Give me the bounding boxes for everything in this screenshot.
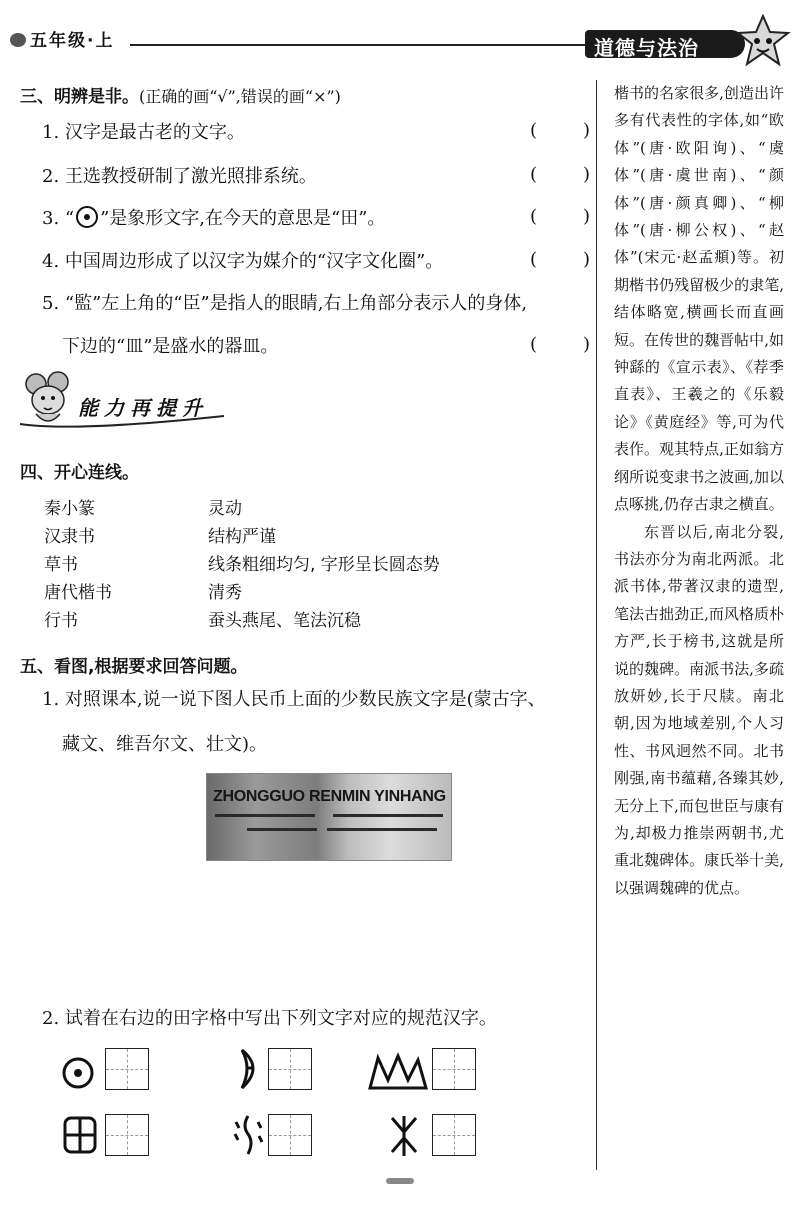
- subject-title: 道德与法治: [594, 36, 699, 60]
- match-left-1[interactable]: 秦小篆: [44, 499, 95, 519]
- tian-grid-field[interactable]: [105, 1114, 149, 1156]
- question-4: 4. 中国周边形成了以汉字为媒介的“汉字文化圈”。: [42, 251, 444, 272]
- tian-grid-mountain[interactable]: [432, 1048, 476, 1090]
- question-3: [42, 206, 385, 232]
- match-right-2[interactable]: 结构严谨: [208, 527, 276, 547]
- match-right-3[interactable]: 线条粗细均匀, 字形呈长圆态势: [208, 555, 440, 575]
- match-right-4[interactable]: 清秀: [208, 583, 242, 603]
- paren-open: (: [530, 334, 538, 355]
- sidebar-para-2: 东晋以后,南北分裂,书法亦分为南北两派。北派书体,带著汉隶的遗型,笔法古拙劲正,而风格质朴方严,长于榜书,这就是所说的魏碑。南派书法,多疏放妍妙,长于尺牍。南北朝,因为地域差别,个人习性、书风迥然不同。北书刚强,南书蕴藉,各臻其妙,无分上下,而包世臣与康有为,却极力推崇两朝书,尤重北魏碑体。康氏举十美,以强调魏碑的优点。: [614, 522, 784, 897]
- section3-title: [20, 82, 341, 107]
- sun-pictograph-icon: [76, 206, 98, 228]
- section3-instruction: (正确的画“√”,错误的画“×”): [139, 87, 341, 106]
- match-right-1[interactable]: 灵动: [208, 499, 242, 519]
- section5-title: 五、看图,根据要求回答问题。: [20, 657, 248, 677]
- answer-paren-1[interactable]: [530, 120, 590, 141]
- match-right-5[interactable]: 蚕头燕尾、笔法沉稳: [208, 611, 361, 631]
- section3-heading: 三、明辨是非。: [20, 87, 139, 107]
- question-5-line1: 5. “監”左上角的“臣”是指人的眼睛,右上角部分表示人的身体,: [42, 293, 528, 314]
- paren-open: (: [530, 206, 538, 227]
- question-3-suffix: ”是象形文字,在今天的意思是“田”。: [100, 208, 386, 229]
- decorative-dot-icon: [10, 33, 26, 47]
- question-1: 1. 汉字是最古老的文字。: [42, 122, 245, 143]
- grade-label: [10, 26, 114, 51]
- tian-grid-sun[interactable]: [105, 1048, 149, 1090]
- q5-1-line1: 1. 对照课本,说一说下图人民币上面的少数民族文字是(蒙古字、: [42, 689, 546, 710]
- answer-paren-2[interactable]: [530, 164, 590, 185]
- question-5-line2: 下边的“皿”是盛水的器皿。: [62, 336, 279, 357]
- tibetan-script-decor: [333, 814, 443, 817]
- paren-close: ): [582, 249, 590, 270]
- paren-close: ): [582, 164, 590, 185]
- tree-oracle-glyph-icon: [384, 1112, 424, 1158]
- match-left-3[interactable]: 草书: [44, 555, 78, 575]
- banknote-image: [206, 773, 452, 861]
- sun-oracle-glyph-icon: [58, 1050, 98, 1096]
- q5-2-text: 2. 试着在右边的田字格中写出下列文字对应的规范汉字。: [42, 1008, 497, 1029]
- mountain-oracle-glyph-icon: [366, 1050, 430, 1096]
- paren-close: ): [582, 120, 590, 141]
- moon-oracle-glyph-icon: [228, 1046, 268, 1092]
- paren-open: (: [530, 164, 538, 185]
- grade-text: 五年级·上: [30, 31, 115, 51]
- star-mascot-icon: [734, 14, 792, 68]
- q5-1-line2: 藏文、维吾尔文、壮文)。: [62, 734, 268, 755]
- match-left-5[interactable]: 行书: [44, 611, 78, 631]
- page-footer-mark: [386, 1178, 414, 1184]
- banknote-text: ZHONGGUO RENMIN YINHANG: [213, 788, 446, 805]
- section4-title: 四、开心连线。: [20, 463, 139, 483]
- sidebar-divider: [596, 80, 597, 1170]
- question-3-prefix: 3. “: [42, 208, 75, 229]
- answer-paren-4[interactable]: [530, 249, 590, 270]
- water-oracle-glyph-icon: [228, 1112, 268, 1158]
- tian-grid-water[interactable]: [268, 1114, 312, 1156]
- mongolian-script-decor: [215, 814, 315, 817]
- zhuang-script-decor: [327, 828, 437, 831]
- paren-close: ): [582, 334, 590, 355]
- answer-paren-3[interactable]: [530, 206, 590, 227]
- ability-banner-label: 能力再提升: [78, 396, 208, 420]
- match-left-2[interactable]: 汉隶书: [44, 527, 95, 547]
- header-rule: [130, 44, 590, 46]
- uyghur-script-decor: [247, 828, 317, 831]
- paren-open: (: [530, 249, 538, 270]
- sidebar-text: [614, 80, 784, 902]
- tian-grid-moon[interactable]: [268, 1048, 312, 1090]
- answer-paren-5[interactable]: [530, 334, 590, 355]
- match-left-4[interactable]: 唐代楷书: [44, 583, 112, 603]
- question-2: 2. 王选教授研制了激光照排系统。: [42, 166, 317, 187]
- paren-open: (: [530, 120, 538, 141]
- paren-close: ): [582, 206, 590, 227]
- sidebar-para-1: 楷书的名家很多,创造出许多有代表性的字体,如“欧体”(唐·欧阳询)、“虞体”(唐·虞世南)、“颜体”(唐·颜真卿)、“柳体”(唐·柳公权)、“赵体”(宋元·赵孟頫)等。初期楷书仍残留极少的隶笔,结体略宽,横画长而直画短。在传世的魏晋帖中,如钟繇的《宣示表》、《荐季直表》、王羲之的《乐毅论》《黄庭经》等,可为代表作。观其特点,正如翁方纲所说变隶书之波画,加以点啄挑,仍存古隶之横直。: [614, 84, 784, 514]
- tian-grid-tree[interactable]: [432, 1114, 476, 1156]
- field-oracle-glyph-icon: [60, 1112, 100, 1158]
